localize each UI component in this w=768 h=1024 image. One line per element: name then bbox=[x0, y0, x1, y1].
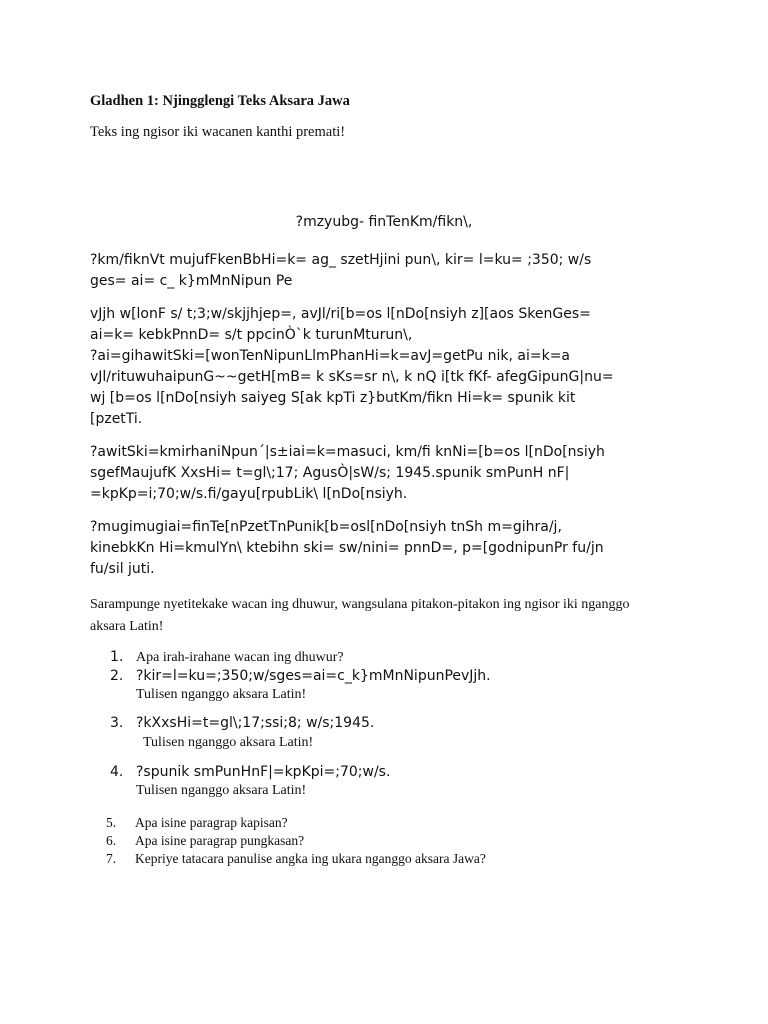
paragraph-line: wj [b=os l[nDo[nsiyh saiyeg S[ak kpTi z}butKm/fikn Hi=k= spunik kit bbox=[90, 390, 576, 406]
question-number: 6. bbox=[106, 833, 117, 848]
javanese-paragraph-4 bbox=[90, 517, 678, 580]
question-4 bbox=[110, 763, 390, 781]
paragraph-line: ?ai=gihawitSki=[wonTenNipunLlmPhanHi=k=avJ=getPu nik, ai=k=a bbox=[90, 348, 571, 364]
question-text: Kepriye tatacara panulise angka ing ukara nganggo aksara Jawa? bbox=[135, 851, 486, 866]
question-number: 1. bbox=[110, 649, 124, 665]
question-1 bbox=[110, 648, 344, 666]
paragraph-line: ?mugimugiai=finTe[nPzetTnPunik[b=osl[nDo[nsiyh tnSh m=gihra/j, bbox=[90, 519, 562, 535]
paragraph-line: vJl/rituwuhaipunG~~getH[mB= k sKs=sr n\, k nQ i[tk fKf- afegGipunG|nu= bbox=[90, 369, 614, 385]
javanese-paragraph-1 bbox=[90, 250, 678, 292]
question-text: ?spunik smPunHnF|=kpKpi=;70;w/s. bbox=[136, 764, 391, 780]
paragraph-line: ai=k= kebkPnnD= s/t ppcinÒ`k turunMturun\, bbox=[90, 327, 413, 343]
paragraph-line: ?km/fiknVt mujufFkenBbHi=k= ag_ szetHjini pun\, kir= l=ku= ;350; w/s bbox=[90, 252, 592, 268]
question-3 bbox=[110, 714, 374, 732]
paragraph-line: =kpKp=i;70;w/s.fi/gayu[rpubLik\ l[nDo[nsiyh. bbox=[90, 486, 408, 502]
paragraph-line: ?awitSki=kmirhaniNpun´|s±iai=k=masuci, km/fi knNi=[b=os l[nDo[nsiyh bbox=[90, 444, 605, 460]
question-number: 4. bbox=[110, 764, 124, 780]
question-4-subtext: Tulisen nganggo aksara Latin! bbox=[136, 783, 307, 798]
question-text: ?kir=l=ku=;350;w/sges=ai=c_k}mMnNipunPevJjh. bbox=[136, 668, 491, 684]
question-text: Apa irah-irahane wacan ing dhuwur? bbox=[136, 650, 344, 665]
paragraph-line: [pzetTi. bbox=[90, 411, 143, 427]
question-number: 3. bbox=[110, 715, 124, 731]
javanese-paragraph-2 bbox=[90, 304, 678, 430]
javanese-paragraph-3 bbox=[90, 442, 678, 505]
question-5 bbox=[106, 815, 288, 831]
paragraph-line: fu/sil juti. bbox=[90, 561, 155, 577]
answer-instruction bbox=[90, 594, 690, 638]
paragraph-line: kinebkKn Hi=kmulYn\ ktebihn ski= sw/nini= pnnD=, p=[godnipunPr fu/jn bbox=[90, 540, 604, 556]
question-7 bbox=[106, 851, 486, 867]
question-text: ?kXxsHi=t=gl\;17;ssi;8; w/s;1945. bbox=[136, 715, 375, 731]
question-number: 5. bbox=[106, 815, 117, 830]
question-2 bbox=[110, 667, 491, 685]
instruction-line: aksara Latin! bbox=[90, 619, 164, 634]
question-3-subtext: Tulisen nganggo aksara Latin! bbox=[143, 735, 314, 750]
question-6 bbox=[106, 833, 304, 849]
paragraph-line: ges= ai= c_ k}mMnNipun Pe bbox=[90, 273, 293, 289]
intro-instruction: Teks ing ngisor iki wacanen kanthi premati! bbox=[90, 124, 346, 140]
question-number: 7. bbox=[106, 851, 117, 866]
question-text: Apa isine paragrap kapisan? bbox=[135, 815, 288, 830]
paragraph-line: vJjh w[lonF s/ t;3;w/skjjhjep=, avJl/ri[b=os l[nDo[nsiyh z][aos SkenGes= bbox=[90, 306, 591, 322]
question-number: 2. bbox=[110, 668, 124, 684]
instruction-line: Sarampunge nyetitekake wacan ing dhuwur, wangsulana pitakon-pitakon ing ngisor iki nganggo bbox=[90, 597, 630, 612]
question-text: Apa isine paragrap pungkasan? bbox=[135, 833, 305, 848]
paragraph-line: sgefMaujufK XxsHi= t=gl\;17; AgusÒ|sW/s; 1945.spunik smPunH nF| bbox=[90, 465, 570, 481]
exercise-heading: Gladhen 1: Njingglengi Teks Aksara Jawa bbox=[90, 93, 350, 109]
question-2-subtext: Tulisen nganggo aksara Latin! bbox=[136, 687, 307, 702]
javanese-text-title: ?mzyubg- finTenKm/fikn\, bbox=[295, 214, 473, 230]
